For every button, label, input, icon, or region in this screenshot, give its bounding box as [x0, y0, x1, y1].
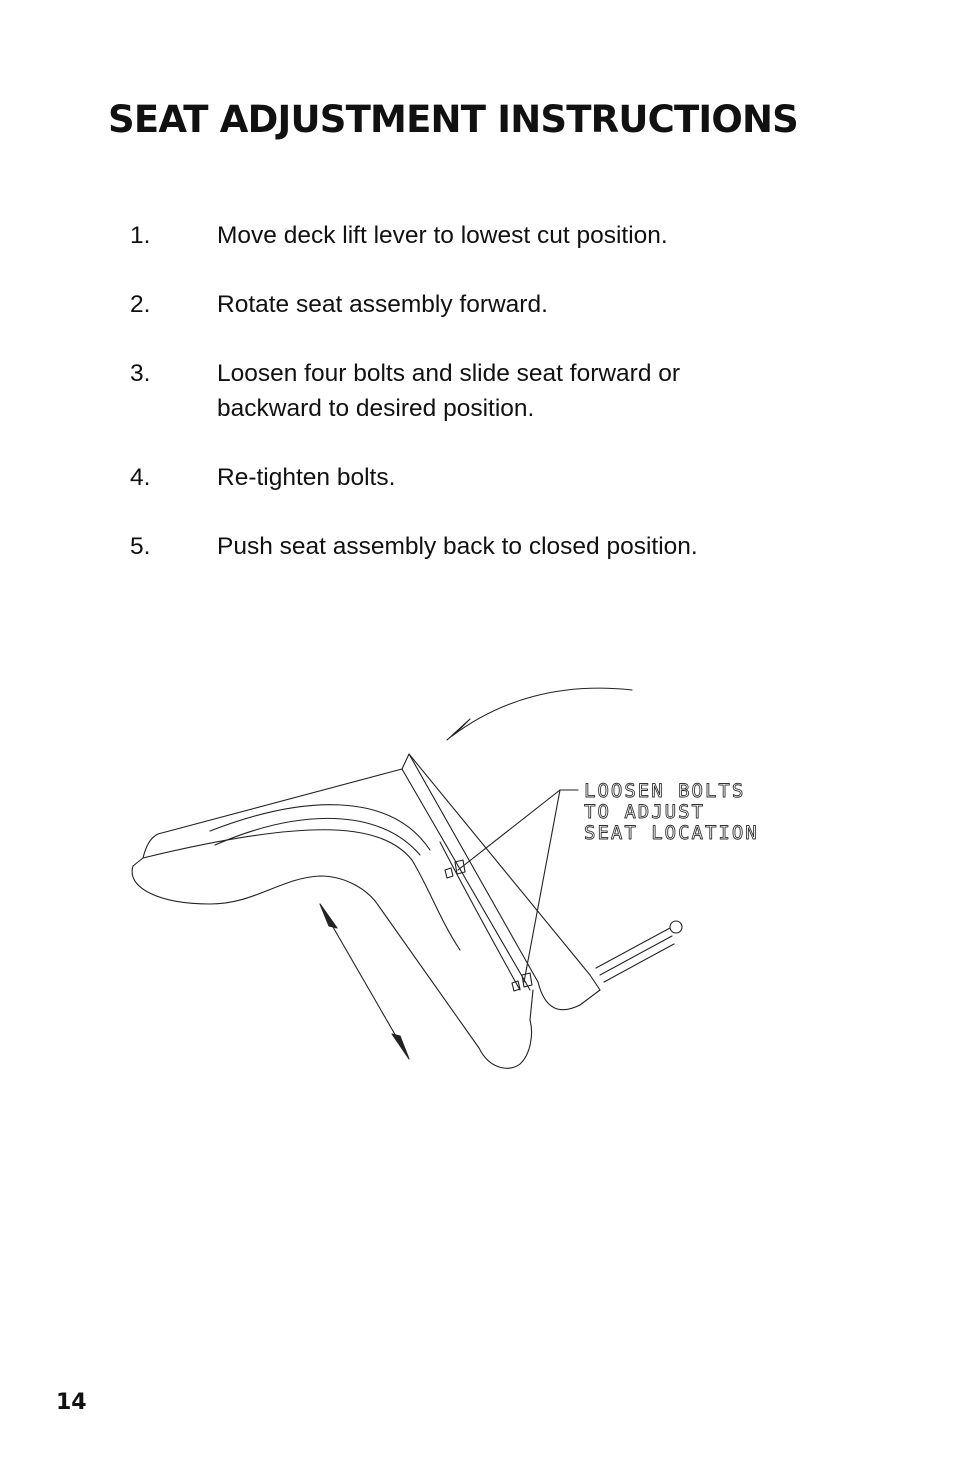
- label-leader-lines: [458, 790, 578, 982]
- seat-pivot-bracket: [590, 921, 682, 990]
- step-number: 4.: [130, 464, 151, 491]
- step-text: Rotate seat assembly forward.: [217, 291, 548, 318]
- callout-label-line: SEAT LOCATION: [584, 822, 759, 844]
- seat-back-outline: [378, 754, 600, 1068]
- seat-cushion-outline: [132, 769, 460, 950]
- step-number: 3.: [130, 360, 151, 387]
- page-title: SEAT ADJUSTMENT INSTRUCTIONS: [108, 98, 799, 141]
- step-number: 1.: [130, 222, 151, 249]
- instruction-step: [130, 356, 817, 426]
- step-number: 2.: [130, 291, 151, 318]
- slide-direction-arrow-icon: [320, 904, 409, 1059]
- step-text: Push seat assembly back to closed position.: [217, 533, 698, 560]
- instruction-step: [130, 287, 810, 322]
- rotate-forward-arrow-icon: [447, 688, 632, 740]
- instruction-step: [130, 529, 810, 564]
- seat-adjustment-diagram: [120, 680, 800, 1080]
- step-number: 5.: [130, 533, 151, 560]
- step-text: Re-tighten bolts.: [217, 464, 396, 491]
- step-text: Move deck lift lever to lowest cut position.: [217, 222, 668, 249]
- callout-label-line: LOOSEN BOLTS: [584, 780, 746, 802]
- instruction-step: [130, 460, 810, 495]
- instruction-list: [130, 218, 810, 598]
- callout-label-line: TO ADJUST: [584, 801, 705, 823]
- instruction-step: [130, 218, 810, 253]
- step-text: Loosen four bolts and slide seat forward or backward to desired position.: [217, 360, 681, 422]
- page-number: 14: [56, 1390, 87, 1415]
